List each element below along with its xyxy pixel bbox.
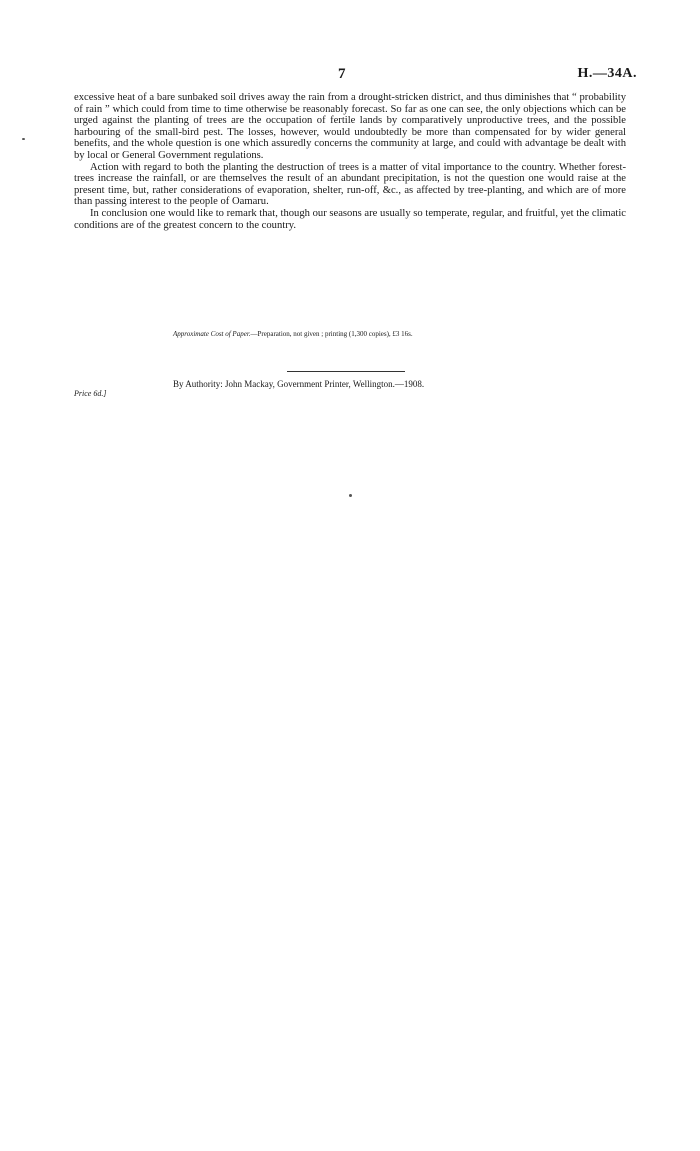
scan-speck bbox=[349, 494, 352, 497]
cost-label: Approximate Cost of Paper. bbox=[173, 330, 251, 338]
paragraph: In conclusion one would like to remark that, though our seasons are usually so temperate, regular, and fruitful, yet the climatic conditions are of the greatest concern to the country. bbox=[74, 207, 626, 231]
paragraph: excessive heat of a bare sunbaked soil drives away the rain from a drought-stricken district, and thus diminishes that “ probability of rain ” which could from time to time otherwise be reasonably forecast. So far as one can see, the only objections which can be urged against the planting of trees are the occupation of fertile lands by comparatively unproductive trees, and the possible harbouring of the small-bird pest. The losses, however, would undoubtedly be more than compensated for by wider general benefits, and the whole question is one which assuredly concerns the community at large, and could with advantage be dealt with by local or General Government regulations. bbox=[74, 92, 626, 161]
body-text bbox=[74, 92, 626, 231]
price-line: Price 6d.] bbox=[74, 389, 107, 398]
scan-speck bbox=[22, 138, 25, 140]
page-number: 7 bbox=[338, 66, 346, 82]
document-reference: H.—34A. bbox=[577, 66, 637, 81]
cost-line bbox=[173, 330, 413, 338]
paragraph: Action with regard to both the planting the destruction of trees is a matter of vital importance to the country. Whether forest-trees increase the rainfall, or are themselves the result of an abundant precipitation, is not the question one would raise at the present time, but, rather considerations of evaporation, shelter, run-off, &c., as affected by tree-planting, and which are of more than passing interest to the people of Oamaru. bbox=[74, 161, 626, 208]
footer-divider bbox=[287, 371, 405, 372]
cost-text: —Preparation, not given ; printing (1,300 copies), £3 16s. bbox=[250, 330, 413, 338]
authority-line: By Authority: John Mackay, Government Printer, Wellington.—1908. bbox=[173, 379, 425, 389]
